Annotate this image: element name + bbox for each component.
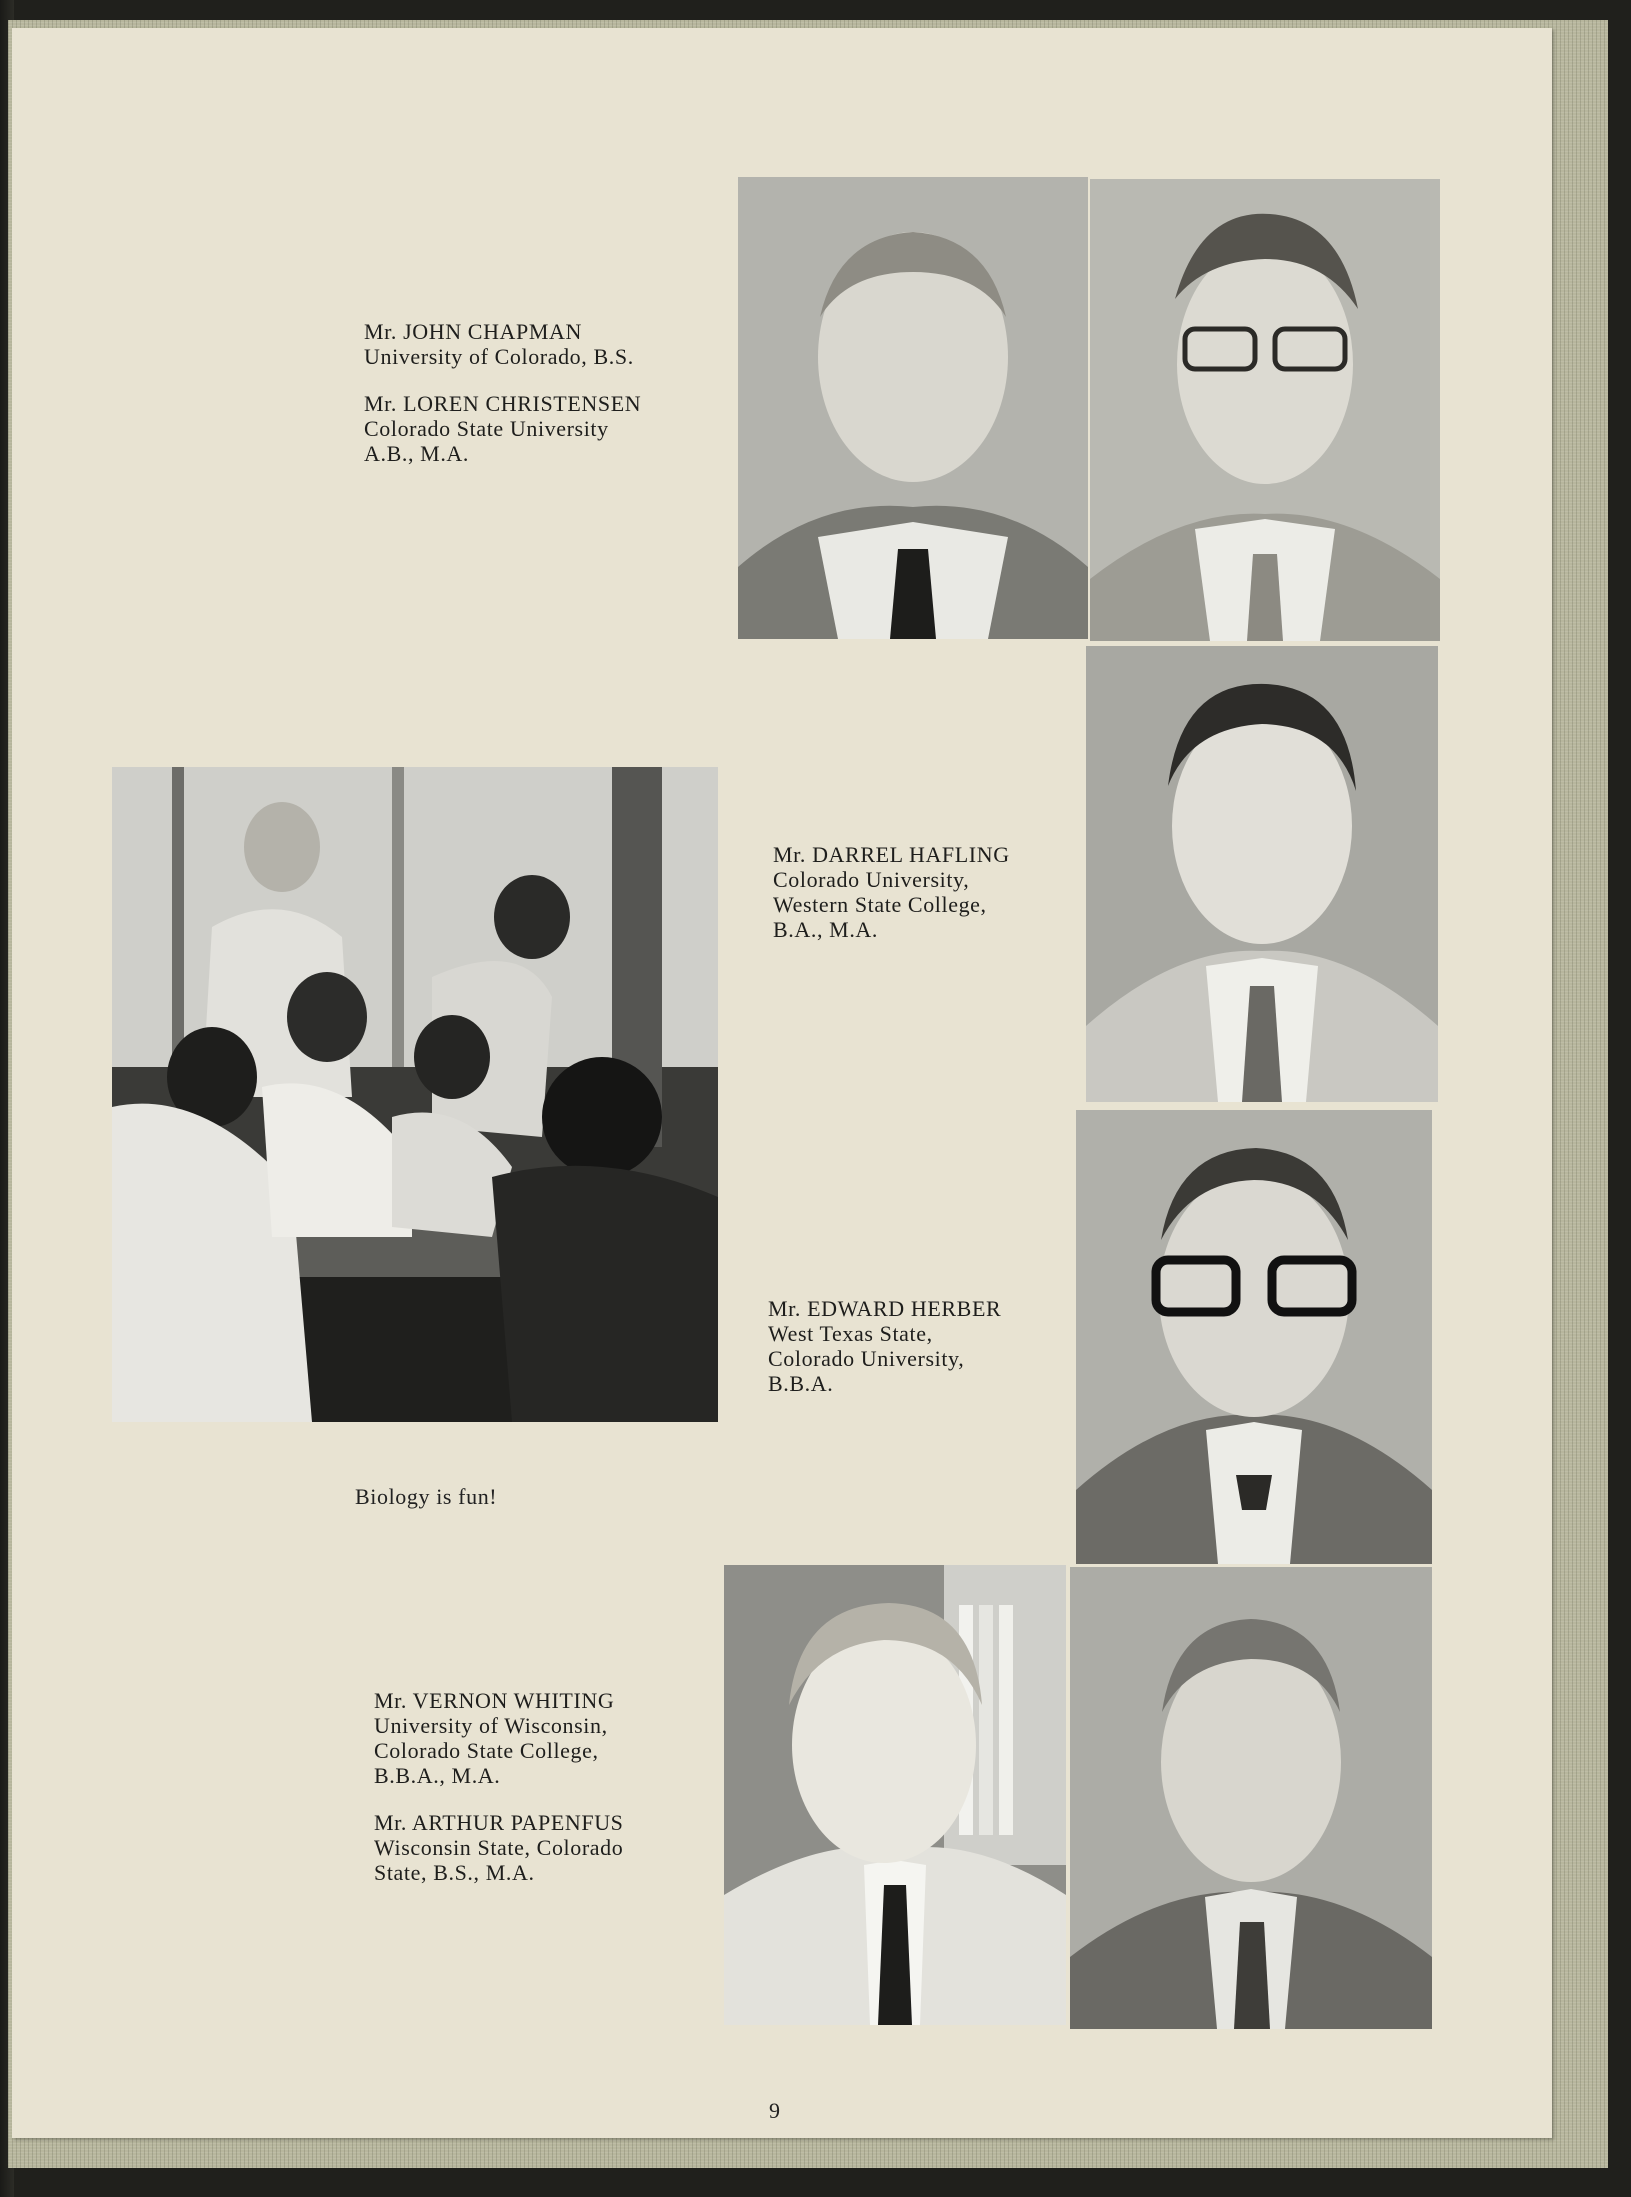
faculty-education: University of Colorado, B.S. — [364, 344, 634, 369]
faculty-education: Western State College, — [773, 892, 987, 917]
faculty-education: State, B.S., M.A. — [374, 1860, 535, 1885]
faculty-education: Colorado State University — [364, 416, 609, 441]
faculty-education: West Texas State, — [768, 1321, 933, 1346]
faculty-name: Mr. LOREN CHRISTENSEN — [364, 391, 642, 416]
faculty-education: Wisconsin State, Colorado — [374, 1835, 624, 1860]
faculty-education: A.B., M.A. — [364, 441, 470, 466]
faculty-education: B.A., M.A. — [773, 917, 879, 942]
portrait-chapman — [738, 177, 1088, 639]
faculty-education: B.B.A., M.A. — [374, 1763, 501, 1788]
faculty-name: Mr. ARTHUR PAPENFUS — [374, 1810, 624, 1835]
biology-class-photo — [112, 767, 718, 1422]
caption-chapman-christensen — [364, 319, 641, 466]
photo-caption: Biology is fun! — [355, 1484, 498, 1509]
portrait-herber — [1076, 1110, 1432, 1564]
faculty-name: Mr. DARREL HAFLING — [773, 842, 1010, 867]
caption-whiting-papenfus — [374, 1688, 624, 1885]
portrait-whiting — [724, 1565, 1066, 2025]
faculty-education: Colorado State College, — [374, 1738, 599, 1763]
portrait-hafling — [1086, 646, 1438, 1102]
faculty-education: Colorado University, — [768, 1346, 965, 1371]
portrait-papenfus — [1070, 1567, 1432, 2029]
faculty-education: B.B.A. — [768, 1371, 834, 1396]
caption-herber — [768, 1296, 1001, 1396]
faculty-name: Mr. JOHN CHAPMAN — [364, 319, 583, 344]
page-number: 9 — [769, 2098, 780, 2123]
caption-hafling — [773, 842, 1010, 942]
faculty-education: Colorado University, — [773, 867, 970, 892]
yearbook-page — [12, 28, 1552, 2138]
faculty-education: University of Wisconsin, — [374, 1713, 608, 1738]
faculty-name: Mr. EDWARD HERBER — [768, 1296, 1002, 1321]
portrait-christensen — [1090, 179, 1440, 641]
faculty-name: Mr. VERNON WHITING — [374, 1688, 615, 1713]
